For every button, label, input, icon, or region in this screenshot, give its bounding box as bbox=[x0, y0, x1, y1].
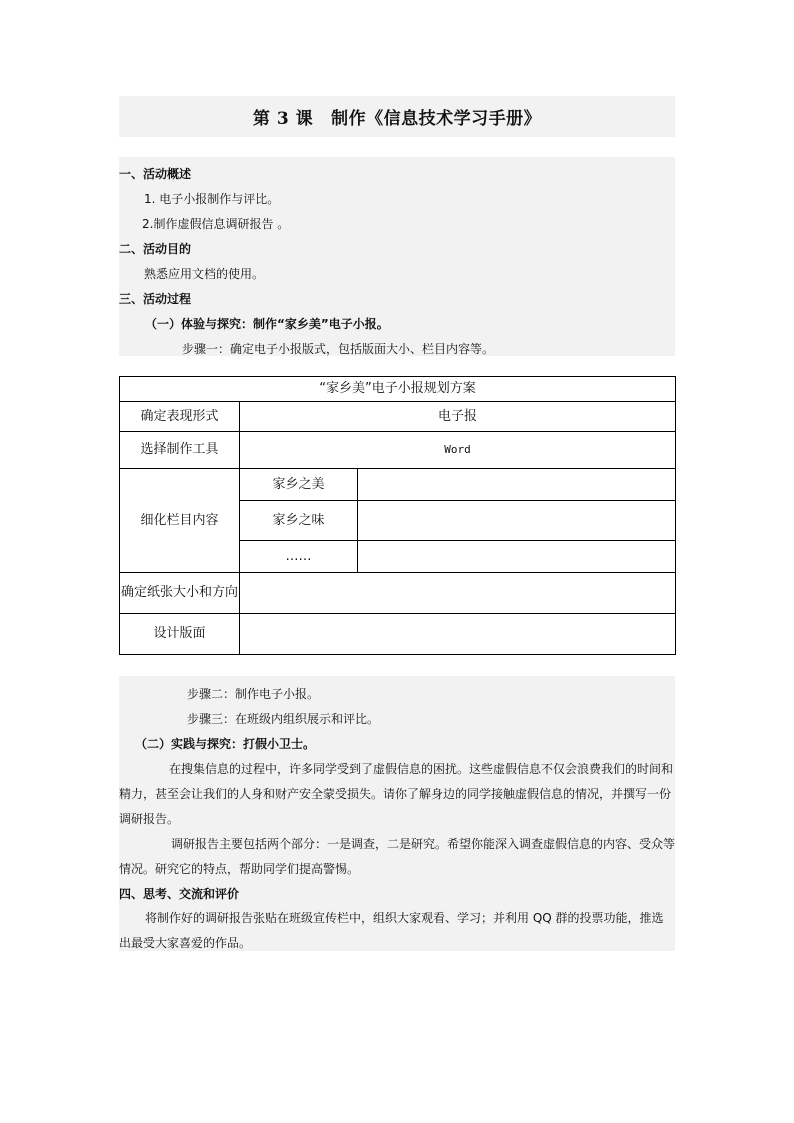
section1-item-1: 1. 电子小报制作与评比。 bbox=[144, 192, 280, 206]
column-item: 家乡之味 bbox=[240, 501, 358, 541]
tool-label: 选择制作工具 bbox=[120, 432, 240, 469]
newspaper-plan-table bbox=[119, 376, 676, 655]
section3-step2: 步骤二：制作电子小报。 bbox=[187, 687, 320, 701]
section3-step3: 步骤三：在班级内组织展示和评比。 bbox=[187, 712, 380, 726]
section2-text: 熟悉应用文档的使用。 bbox=[144, 267, 265, 281]
form-value: 电子报 bbox=[240, 402, 676, 432]
section1-heading: 一、活动概述 bbox=[119, 167, 192, 181]
section3-heading: 三、活动过程 bbox=[119, 292, 192, 306]
tool-value: Word bbox=[240, 432, 676, 469]
design-label: 设计版面 bbox=[120, 614, 240, 655]
design-value-cell bbox=[240, 614, 676, 655]
section4-text: 将制作好的调研报告张贴在班级宣传栏中，组织大家观看、学习；并利用 QQ 群的投票功能，推选出最受大家喜爱的作品。 bbox=[119, 911, 664, 950]
column-detail-cell bbox=[358, 469, 676, 501]
lesson-name: 制作《信息技术学习手册》 bbox=[331, 109, 542, 129]
column-item: 家乡之美 bbox=[240, 469, 358, 501]
section4-heading: 四、思考、交流和评价 bbox=[119, 887, 240, 901]
section3-sub2: （二）实践与探究：打假小卫士。 bbox=[135, 737, 316, 751]
table-caption: “家乡美”电子小报规划方案 bbox=[120, 377, 676, 402]
section3-step1: 步骤一：确定电子小报版式，包括版面大小、栏目内容等。 bbox=[182, 342, 495, 356]
section3-para2: 调研报告主要包括两个部分：一是调查，二是研究。希望你能深入调查虚假信息的内容、受众等情况。研究它的特点，帮助同学们提高警惕。 bbox=[119, 837, 676, 876]
lesson-number: 第 3 课 bbox=[252, 109, 314, 129]
page-title bbox=[119, 96, 675, 137]
section3-para1: 在搜集信息的过程中，许多同学受到了虚假信息的困扰。这些虚假信息不仅会浪费我们的时间和精力，甚至会让我们的人身和财产安全蒙受损失。请你了解身边的同学接触虚假信息的情况，并撰写一份调研报告。 bbox=[119, 762, 674, 826]
section1-item-2: 2.制作虚假信息调研报告 。 bbox=[142, 217, 290, 231]
column-detail-cell bbox=[358, 501, 676, 541]
section3-sub1: （一）体验与探究：制作“家乡美”电子小报。 bbox=[145, 317, 389, 331]
column-item: …… bbox=[240, 541, 358, 573]
column-detail-cell bbox=[358, 541, 676, 573]
paper-value-cell bbox=[240, 573, 676, 614]
paper-label: 确定纸张大小和方向 bbox=[120, 573, 240, 614]
form-label: 确定表现形式 bbox=[120, 402, 240, 432]
columns-label: 细化栏目内容 bbox=[120, 469, 240, 573]
section2-heading: 二、活动目的 bbox=[119, 242, 192, 256]
